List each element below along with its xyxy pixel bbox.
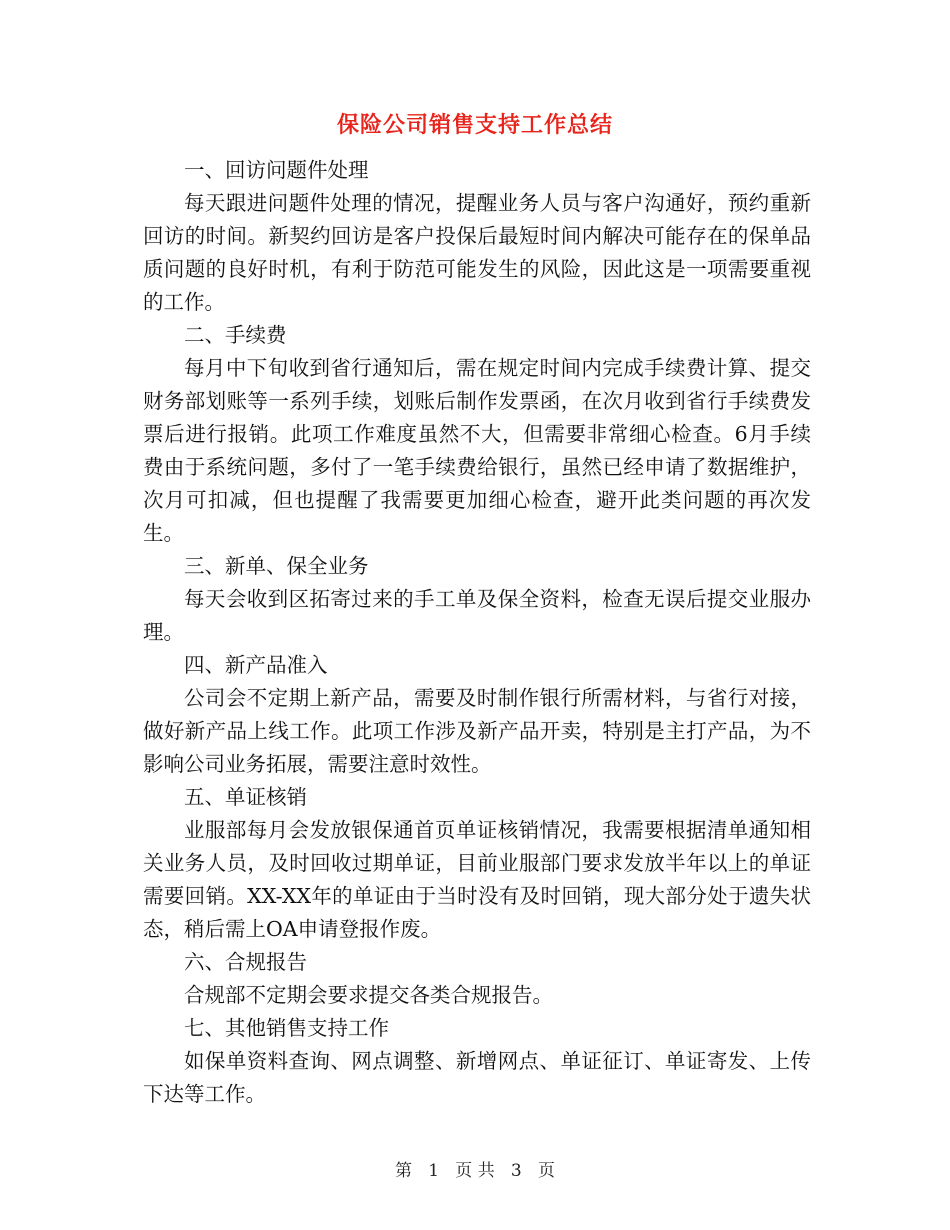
paragraph: 公司会不定期上新产品，需要及时制作银行所需材料，与省行对接，做好新产品上线工作。此项工作涉及新产品开卖，特别是主打产品，为不影响公司业务拓展，需要注意时效性。 [143,686,811,776]
footer-total-pages: 3 [510,1161,522,1181]
paragraph: 合规部不定期会要求提交各类合规报告。 [184,983,553,1007]
section-heading: 七、其他销售支持工作 [184,1016,389,1040]
section-heading: 五、单证核销 [184,785,307,809]
section-heading: 二、手续费 [184,323,287,347]
footer-page-number: 1 [428,1161,440,1181]
section-heading: 三、新单、保全业务 [184,554,369,578]
paragraph: 业服部每月会发放银保通首页单证核销情况，我需要根据清单通知相关业务人员，及时回收过期单证，目前业服部门要求发放半年以上的单证需要回销。XX-XX年的单证由于当时没有及时回销，现大部分处于遗失状态，稍后需上OA申请登报作废。 [143,818,811,941]
section-heading: 一、回访问题件处理 [184,158,369,182]
section-heading: 六、合规报告 [184,950,307,974]
paragraph: 每天跟进问题件处理的情况，提醒业务人员与客户沟通好，预约重新回访的时间。新契约回访是客户投保后最短时间内解决可能存在的保单品质问题的良好时机，有利于防范可能发生的风险，因此这是一项需要重视的工作。 [143,191,811,314]
paragraph: 每月中下旬收到省行通知后，需在规定时间内完成手续费计算、提交财务部划账等一系列手续，划账后制作发票函，在次月收到省行手续费发票后进行报销。此项工作难度虽然不大，但需要非常细心检查。6月手续费由于系统问题，多付了一笔手续费给银行，虽然已经申请了数据维护，次月可扣减，但也提醒了我需要更加细心检查，避开此类问题的再次发生。 [143,356,811,545]
footer-middle: 页 共 [455,1161,495,1181]
footer-suffix: 页 [537,1161,555,1181]
document-body [143,154,811,1111]
document-title: 保险公司销售支持工作总结 [336,113,613,138]
section-heading: 四、新产品准入 [184,653,328,677]
paragraph: 每天会收到区拓寄过来的手工单及保全资料，检查无误后提交业服办理。 [143,587,811,644]
footer-prefix: 第 [395,1161,413,1181]
paragraph: 如保单资料查询、网点调整、新增网点、单证征订、单证寄发、上传下达等工作。 [143,1049,811,1106]
page-footer [0,1156,950,1181]
